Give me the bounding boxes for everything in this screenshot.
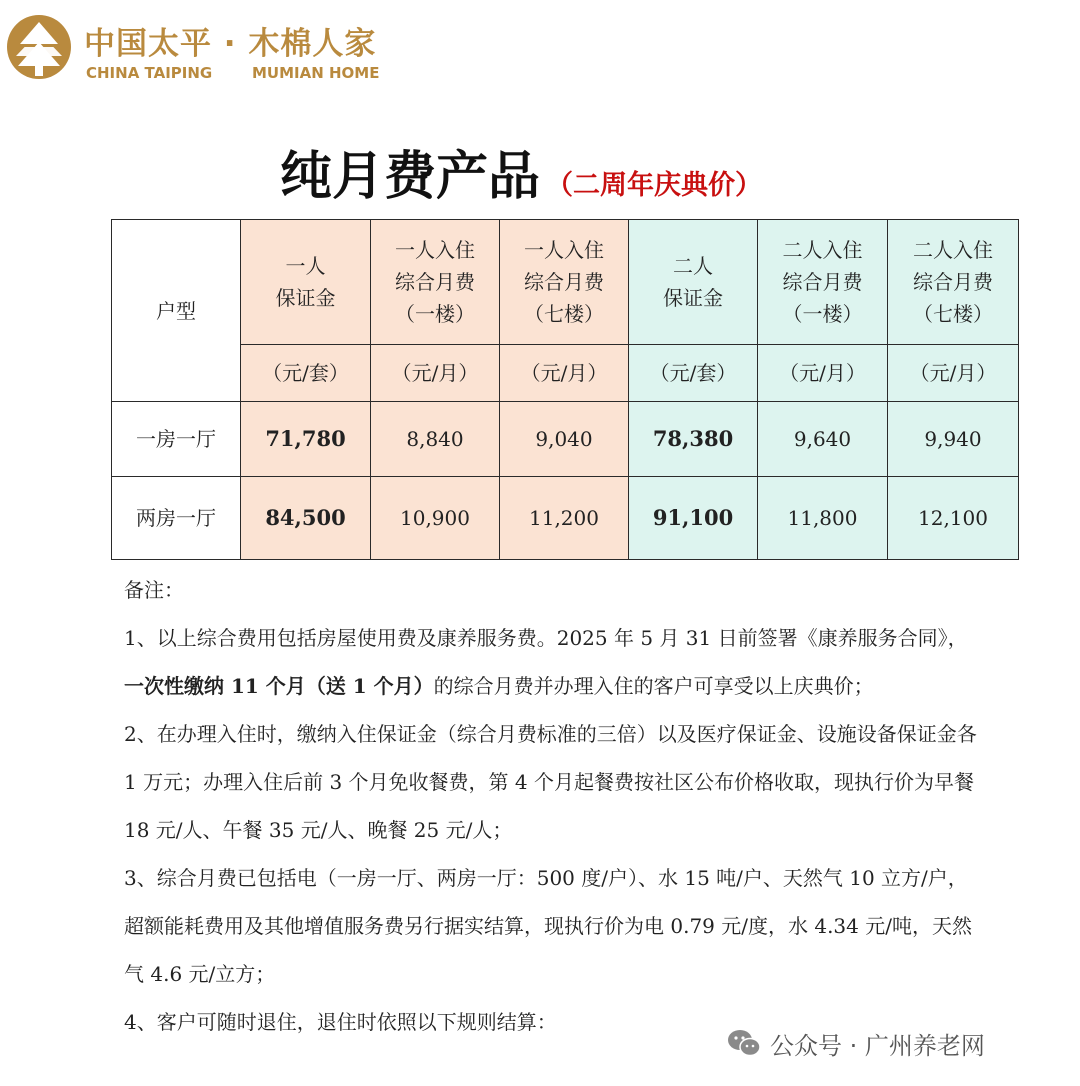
logo-chinese-text: 中国太平 · 木棉人家 [84, 26, 377, 62]
note-4: 4、客户可随时退住，退住时依照以下规则结算： [124, 1010, 557, 1034]
wechat-icon [726, 1028, 762, 1058]
brand-logo [6, 12, 426, 82]
price-table [111, 219, 1019, 560]
unit-cell: （元/套） [241, 345, 371, 402]
note-3: 3、综合月费已包括电（一房一厅、两房一厅：500 度/户）、水 15 吨/户、天然气 10 立方/户，超额能耗费用及其他增值服务费另行据实结算，现执行价为电 0.79 元/度，水 4.34 元/吨，天然气 4.6 元/立方； [124, 866, 972, 986]
note-1-bold: 一次性缴纳 11 个月（送 1 个月） [124, 674, 434, 698]
header-single-floor1: 一人入住 综合月费 （一楼） [371, 220, 500, 345]
unit-cell: （元/月） [758, 345, 888, 402]
price-cell: 71,780 [241, 402, 371, 477]
table-header-row [112, 220, 1019, 345]
unit-cell: （元/月） [371, 345, 500, 402]
price-cell: 11,800 [758, 477, 888, 560]
header-single-deposit: 一人 保证金 [241, 220, 371, 345]
price-cell: 84,500 [241, 477, 371, 560]
price-cell: 12,100 [888, 477, 1019, 560]
notes-section [124, 566, 984, 1046]
note-2: 2、在办理入住时，缴纳入住保证金（综合月费标准的三倍）以及医疗保证金、设施设备保证金各 1 万元；办理入住后前 3 个月免收餐费，第 4 个月起餐费按社区公布价格收取，现执行价为早餐 18 元/人、午餐 35 元/人、晚餐 25 元/人； [124, 722, 977, 842]
price-cell: 9,640 [758, 402, 888, 477]
table-row [112, 402, 1019, 477]
table-row [112, 477, 1019, 560]
header-double-floor7: 二人入住 综合月费 （七楼） [888, 220, 1019, 345]
header-double-deposit: 二人 保证金 [629, 220, 758, 345]
price-cell: 8,840 [371, 402, 500, 477]
room-type-cell: 两房一厅 [112, 477, 241, 560]
unit-cell: （元/套） [629, 345, 758, 402]
note-1 [124, 614, 984, 710]
watermark-text: 公众号 · 广州养老网 [770, 1032, 985, 1060]
page-title [280, 134, 762, 209]
logo-english-right: MUMIAN HOME [252, 64, 380, 82]
pine-tree-logo-icon [6, 14, 72, 80]
logo-english-left: CHINA TAIPING [86, 64, 213, 82]
table-unit-row [112, 345, 1019, 402]
title-subtitle: （二周年庆典价） [546, 170, 763, 201]
note-1-text-a: 1、以上综合费用包括房屋使用费及康养服务费。2025 年 5 月 31 日前签署《康养服务合同》， [124, 626, 968, 650]
price-cell: 91,100 [629, 477, 758, 560]
header-room-type: 户型 [112, 220, 241, 402]
room-type-cell: 一房一厅 [112, 402, 241, 477]
unit-cell: （元/月） [500, 345, 629, 402]
header-double-floor1: 二人入住 综合月费 （一楼） [758, 220, 888, 345]
unit-cell: （元/月） [888, 345, 1019, 402]
header-single-floor7: 一人入住 综合月费 （七楼） [500, 220, 629, 345]
price-cell: 11,200 [500, 477, 629, 560]
title-main: 纯月费产品 [280, 147, 541, 207]
notes-heading: 备注： [124, 578, 184, 602]
note-1-text-b: 的综合月费并办理入住的客户可享受以上庆典价； [433, 674, 874, 698]
price-cell: 9,940 [888, 402, 1019, 477]
price-cell: 9,040 [500, 402, 629, 477]
price-cell: 78,380 [629, 402, 758, 477]
price-cell: 10,900 [371, 477, 500, 560]
